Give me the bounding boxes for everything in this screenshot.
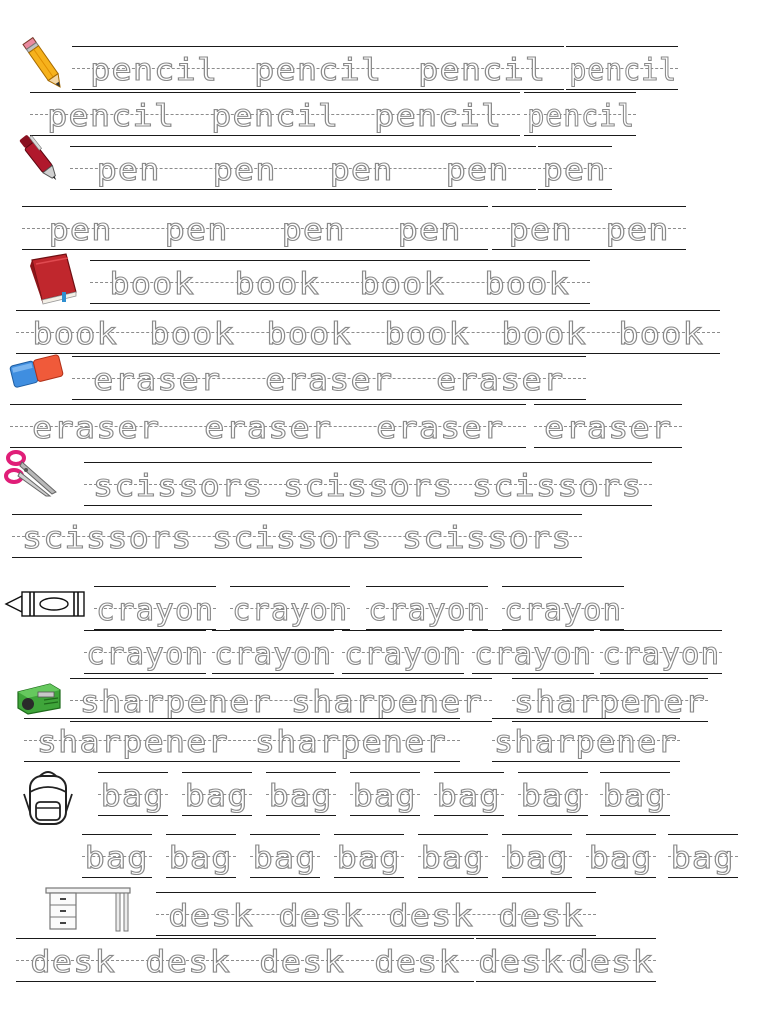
trace-word: book bbox=[484, 267, 571, 302]
tracing-line bbox=[24, 718, 460, 762]
trace-word: pen bbox=[508, 213, 573, 248]
backpack-icon bbox=[22, 768, 74, 830]
trace-word: desk bbox=[478, 945, 564, 980]
trace-word: book bbox=[359, 267, 446, 302]
tracing-line bbox=[668, 834, 738, 878]
tracing-line bbox=[250, 834, 320, 878]
trace-word: pen bbox=[96, 153, 161, 188]
trace-word: bag bbox=[588, 841, 654, 876]
trace-word: pen bbox=[281, 213, 346, 248]
crayon-icon bbox=[4, 584, 86, 624]
tracing-line bbox=[70, 678, 492, 722]
trace-word: eraser bbox=[375, 411, 505, 446]
tracing-line bbox=[230, 586, 350, 630]
trace-word: desk bbox=[374, 945, 460, 980]
tracing-line bbox=[566, 46, 678, 90]
tracing-line bbox=[182, 772, 252, 816]
trace-word: bag bbox=[602, 779, 668, 814]
trace-word: bag bbox=[184, 779, 250, 814]
trace-word: pencil bbox=[417, 53, 547, 88]
tracing-line bbox=[366, 586, 488, 630]
trace-word: book bbox=[109, 267, 196, 302]
trace-word: pencil bbox=[374, 99, 503, 134]
tracing-line bbox=[84, 462, 652, 506]
tracing-line bbox=[492, 206, 686, 250]
trace-word: bag bbox=[84, 841, 150, 876]
trace-word: crayon bbox=[95, 593, 215, 628]
trace-word: crayon bbox=[343, 637, 463, 672]
trace-word: pencil bbox=[210, 99, 340, 134]
trace-word: book bbox=[31, 317, 118, 352]
trace-word: scissors bbox=[471, 469, 643, 504]
tracing-line bbox=[72, 46, 564, 90]
desk-icon bbox=[38, 880, 136, 934]
trace-word: desk bbox=[498, 899, 584, 934]
trace-word: desk bbox=[30, 945, 116, 980]
tracing-line bbox=[94, 586, 216, 630]
tracing-line bbox=[98, 772, 168, 816]
tracing-line bbox=[212, 630, 334, 674]
trace-word: crayon bbox=[473, 637, 593, 672]
tracing-line bbox=[166, 834, 236, 878]
trace-word: eraser bbox=[543, 411, 673, 446]
trace-word: sharpener bbox=[79, 685, 272, 720]
trace-word: bag bbox=[520, 779, 586, 814]
tracing-line bbox=[72, 356, 586, 400]
pencil-icon bbox=[20, 36, 68, 92]
trace-word: pen bbox=[48, 213, 113, 248]
trace-word: bag bbox=[420, 841, 486, 876]
scissors-icon bbox=[4, 446, 58, 498]
trace-word: book bbox=[266, 317, 353, 352]
trace-word: pencil bbox=[569, 53, 678, 88]
trace-word: bag bbox=[168, 841, 234, 876]
tracing-line bbox=[502, 586, 624, 630]
trace-word: pen bbox=[445, 153, 510, 188]
tracing-line bbox=[70, 146, 536, 190]
tracing-line bbox=[472, 630, 594, 674]
trace-word: desk bbox=[388, 899, 474, 934]
trace-word: scissors bbox=[282, 469, 454, 504]
tracing-line bbox=[16, 310, 720, 354]
trace-word: crayon bbox=[232, 593, 348, 628]
tracing-line bbox=[418, 834, 488, 878]
trace-word: sharpener bbox=[290, 685, 483, 720]
tracing-line bbox=[350, 772, 420, 816]
trace-word: bag bbox=[252, 841, 318, 876]
trace-word: bag bbox=[268, 779, 334, 814]
tracing-line bbox=[586, 834, 656, 878]
tracing-line bbox=[82, 834, 152, 878]
trace-word: sharpener bbox=[494, 725, 678, 760]
trace-word: desk bbox=[278, 899, 364, 934]
trace-word: book bbox=[501, 317, 587, 352]
tracing-line bbox=[518, 772, 588, 816]
trace-word: eraser bbox=[31, 411, 161, 446]
trace-word: book bbox=[618, 317, 704, 352]
trace-word: pen bbox=[605, 213, 670, 248]
book-icon bbox=[22, 252, 78, 306]
tracing-line bbox=[30, 92, 520, 136]
tracing-line bbox=[600, 772, 670, 816]
trace-word: bag bbox=[670, 841, 736, 876]
trace-word: eraser bbox=[203, 411, 333, 446]
tracing-line bbox=[342, 630, 464, 674]
trace-word: desk bbox=[568, 945, 654, 980]
trace-word: pencil bbox=[89, 53, 219, 88]
tracing-line bbox=[16, 938, 474, 982]
trace-word: bag bbox=[504, 841, 570, 876]
trace-word: sharpener bbox=[513, 685, 707, 720]
tracing-line bbox=[538, 146, 612, 190]
tracing-line bbox=[90, 260, 590, 304]
trace-word: pencil bbox=[47, 99, 176, 134]
pen-icon bbox=[16, 132, 62, 184]
trace-word: crayon bbox=[213, 637, 333, 672]
trace-word: crayon bbox=[503, 593, 623, 628]
trace-word: crayon bbox=[367, 593, 487, 628]
trace-word: pen bbox=[329, 153, 394, 188]
tracing-line bbox=[512, 678, 708, 722]
trace-word: book bbox=[234, 267, 321, 302]
sharpener-icon bbox=[14, 678, 64, 718]
trace-word: pen bbox=[212, 153, 277, 188]
tracing-line bbox=[600, 630, 722, 674]
tracing-line bbox=[10, 404, 526, 448]
tracing-line bbox=[334, 834, 404, 878]
trace-word: scissors bbox=[21, 521, 193, 556]
trace-word: bag bbox=[336, 841, 402, 876]
tracing-line bbox=[476, 938, 656, 982]
trace-word: bag bbox=[436, 779, 502, 814]
trace-word: pen bbox=[542, 153, 608, 188]
trace-word: desk bbox=[145, 945, 231, 980]
trace-word: crayon bbox=[85, 637, 205, 672]
tracing-line bbox=[22, 206, 488, 250]
trace-word: desk bbox=[168, 899, 254, 934]
trace-word: book bbox=[383, 317, 470, 352]
tracing-line bbox=[12, 514, 582, 558]
tracing-line bbox=[492, 718, 680, 762]
trace-word: bag bbox=[100, 779, 166, 814]
trace-word: scissors bbox=[401, 521, 573, 556]
trace-word: pencil bbox=[253, 53, 383, 88]
trace-word: pen bbox=[397, 213, 462, 248]
tracing-line bbox=[84, 630, 206, 674]
eraser-icon bbox=[8, 350, 66, 396]
trace-word: crayon bbox=[601, 637, 721, 672]
tracing-line bbox=[502, 834, 572, 878]
trace-word: eraser bbox=[93, 363, 222, 398]
trace-word: book bbox=[149, 317, 235, 352]
trace-word: pencil bbox=[527, 99, 636, 134]
trace-word: eraser bbox=[264, 363, 394, 398]
tracing-line bbox=[434, 772, 504, 816]
trace-word: scissors bbox=[93, 469, 265, 504]
tracing-line bbox=[266, 772, 336, 816]
tracing-line bbox=[156, 892, 596, 936]
trace-word: pen bbox=[164, 213, 229, 248]
trace-word: bag bbox=[352, 779, 418, 814]
trace-word: desk bbox=[259, 945, 345, 980]
tracing-line bbox=[534, 404, 682, 448]
trace-word: sharpener bbox=[36, 725, 230, 760]
trace-word: eraser bbox=[436, 363, 565, 398]
trace-word: scissors bbox=[211, 521, 383, 556]
tracing-line bbox=[524, 92, 636, 136]
trace-word: sharpener bbox=[254, 725, 448, 760]
